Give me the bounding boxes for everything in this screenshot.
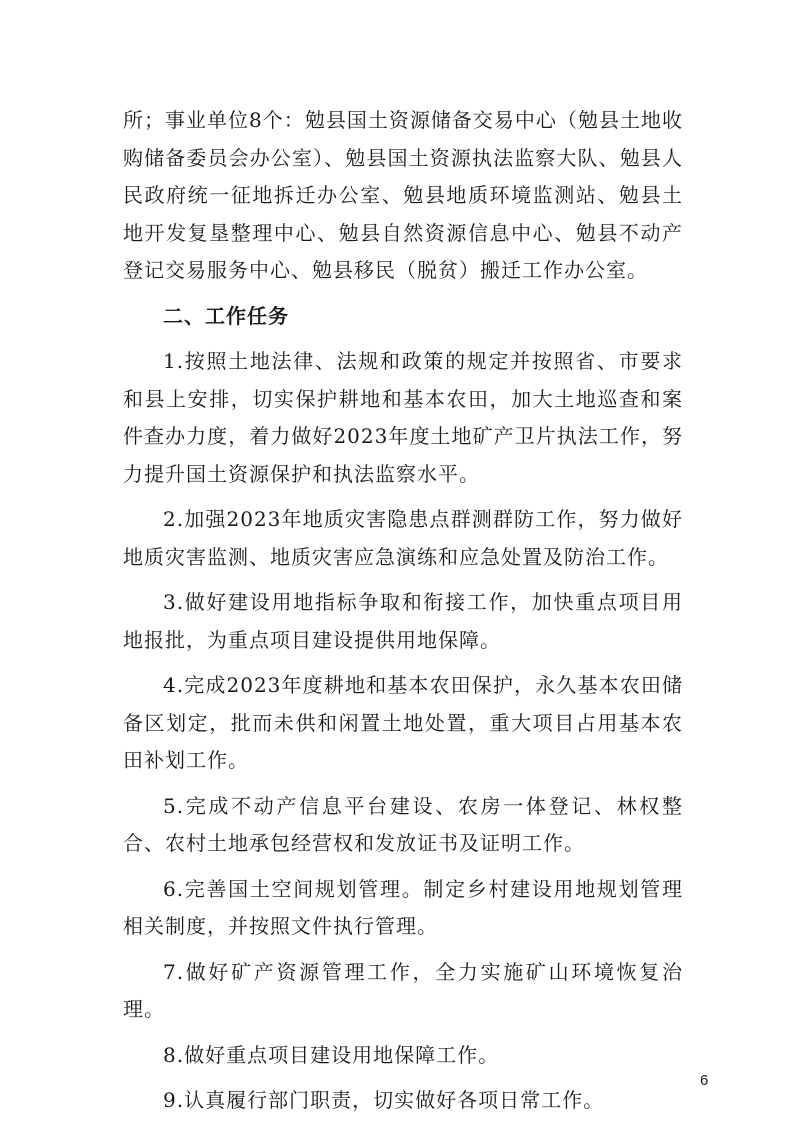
task-item-1: 1.按照土地法律、法规和政策的规定并按照省、市要求和县上安排，切实保护耕地和基本农田，加大土地巡查和案件查办力度，着力做好2023年度土地矿产卫片执法工作，努力提升国土资源保护和执法监察水平。 bbox=[123, 349, 683, 486]
task-item-4: 4.完成2023年度耕地和基本农田保护，永久基本农田储备区划定，批而未供和闲置土地处置，重大项目占用基本农田补划工作。 bbox=[123, 673, 683, 772]
body-text bbox=[123, 102, 683, 1128]
task-item-9: 9.认真履行部门职责，切实做好各项日常工作。 bbox=[163, 1088, 605, 1112]
page-number: 6 bbox=[700, 1072, 709, 1089]
task-item-3: 3.做好建设用地指标争取和衔接工作，加快重点项目用地报批，为重点项目建设提供用地保障。 bbox=[123, 590, 683, 652]
task-item-8: 8.做好重点项目建设用地保障工作。 bbox=[163, 1042, 500, 1067]
task-item-2: 2.加强2023年地质灾害隐患点群测群防工作，努力做好地质灾害监测、地质灾害应急演练和应急处置及防治工作。 bbox=[123, 507, 683, 569]
task-item-6: 6.完善国土空间规划管理。制定乡村建设用地规划管理相关制度，并按照文件执行管理。 bbox=[123, 876, 683, 938]
task-item-5: 5.完成不动产信息平台建设、农房一体登记、林权整合、农村土地承包经营权和发放证书及证明工作。 bbox=[123, 793, 683, 855]
task-item-7: 7.做好矿产资源管理工作，全力实施矿山环境恢复治理。 bbox=[123, 959, 683, 1021]
intro-paragraph: 所；事业单位8个：勉县国土资源储备交易中心（勉县土地收购储备委员会办公室）、勉县国土资源执法监察大队、勉县人民政府统一征地拆迁办公室、勉县地质环境监测站、勉县土地开发复垦整理中心、勉县自然资源信息中心、勉县不动产登记交易服务中心、勉县移民（脱贫）搬迁工作办公室。 bbox=[123, 108, 683, 282]
section-heading: 二、工作任务 bbox=[163, 303, 289, 328]
